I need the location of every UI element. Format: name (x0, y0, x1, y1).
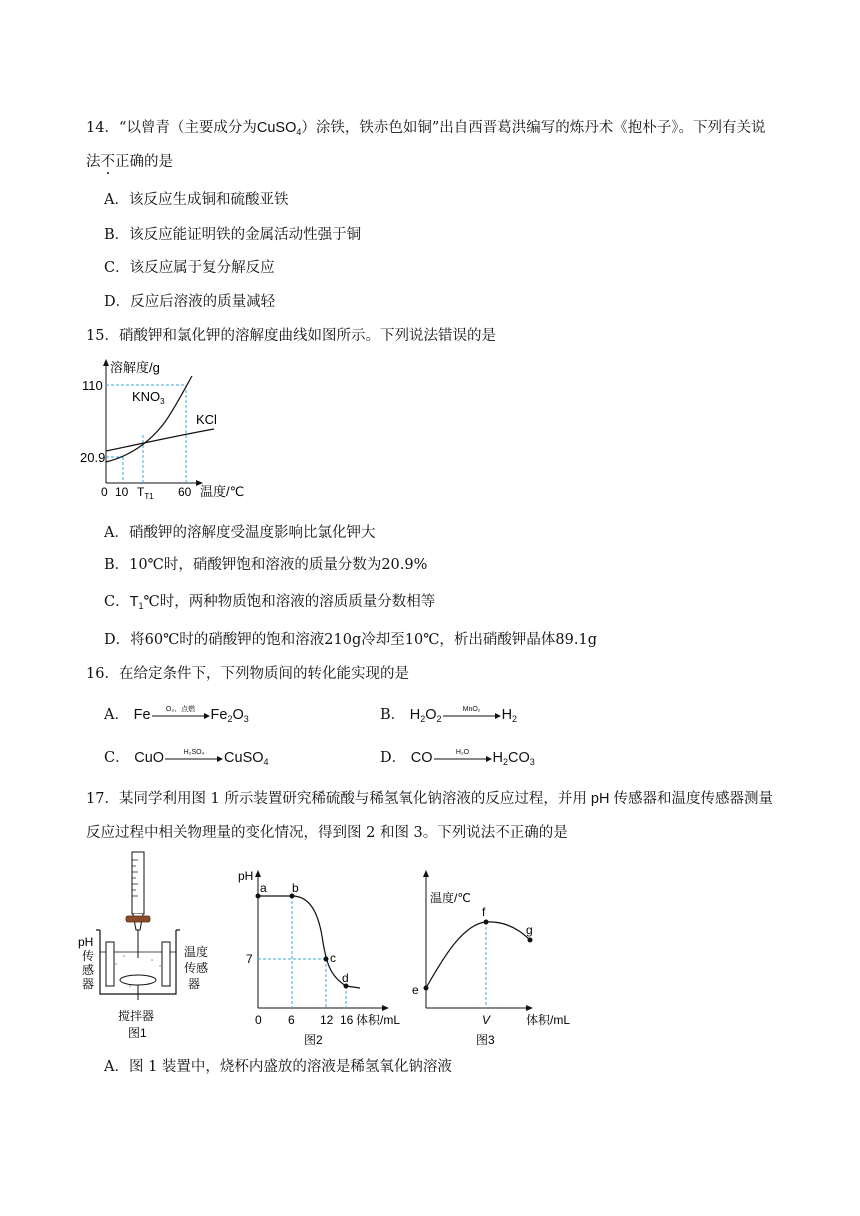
q15-option-d[interactable]: D．将60℃时的硝酸钾的饱和溶液210g冷却至10℃，析出硝酸钾晶体89.1g (104, 632, 597, 648)
q16-stem: 16．在给定条件下，下列物质间的转化能实现的是 (86, 666, 409, 682)
point-c: c (330, 951, 336, 965)
ph-label-2: 传 (82, 949, 95, 963)
t1-symbol: $T_1$ (129, 594, 144, 611)
q14-option-d[interactable]: D．反应后溶液的质量减轻 (104, 294, 276, 310)
ph-sensor (106, 942, 114, 986)
solubility-chart (80, 350, 250, 500)
y-axis-label: 溶解度/g (110, 360, 160, 375)
ph-label-1: pH (78, 935, 94, 949)
reaction-arrow: O₂、点燃 (152, 709, 210, 721)
reaction-arrow: H₂O (434, 752, 492, 764)
temp-label-3: 器 (188, 977, 201, 991)
temp-label-2: 传感 (184, 961, 209, 975)
figure-2-ph-curve (236, 858, 406, 1048)
y-axis-label: pH (238, 869, 254, 883)
y-tick-20-9: 20.9 (80, 450, 106, 465)
q14-stem-part: 14．“以曾青（主要成分为 (86, 120, 257, 136)
reaction-arrow: MnO₂ (443, 709, 501, 721)
figure-1-caption: 图1 (128, 1026, 147, 1040)
x-tick-0: 0 (101, 485, 108, 499)
y-axis-arrow (103, 359, 109, 366)
q16-option-c[interactable]: C． CuO H₂SO₄ CuSO$_4$ (104, 749, 269, 767)
q15-option-c[interactable]: C．$T_1℃$时，两种物质饱和溶液的溶质质量分数相等 (104, 594, 436, 611)
x-tick-16: 16 (340, 1013, 354, 1027)
curve-points (424, 920, 533, 991)
x-tick-6: 6 (288, 1013, 295, 1027)
point-e: e (412, 983, 419, 997)
q14-stem-part: ）涂铁，铁赤色如铜”出自西晋葛洪编写的炼丹术《抱朴子》。下列有关说 (301, 120, 766, 136)
x-tick-10: 10 (115, 485, 129, 499)
q16-option-b[interactable]: B． $H_2O_2$ MnO₂ $H_2$ (380, 706, 518, 724)
stirrer (120, 975, 156, 985)
figure-3-temp-curve (408, 858, 588, 1048)
x-tick-60: 60 (178, 485, 192, 499)
ph-label-3: 感 (82, 963, 95, 977)
figure-1-apparatus (78, 848, 228, 1048)
q17-option-a[interactable]: A．图 1 装置中，烧杯内盛放的溶液是稀氢氧化钠溶液 (104, 1059, 452, 1075)
y-tick-7: 7 (246, 952, 253, 966)
x-axis-label: 温度/℃ (200, 484, 245, 499)
ph-label-4: 器 (82, 977, 95, 991)
q15-option-a[interactable]: A．硝酸钾的溶解度受温度影响比氯化钾大 (104, 525, 376, 541)
figure-2-caption: 图2 (304, 1033, 323, 1047)
legend-kcl: KCl (196, 412, 217, 427)
q15-stem: 15．硝酸钾和氯化钾的溶解度曲线如图所示。下列说法错误的是 (86, 328, 496, 344)
q16-option-d[interactable]: D． CO H₂O $H_2CO_3$ (380, 749, 535, 767)
q14-stem-line2: 法不正确的是 (86, 154, 173, 170)
kcl-curve (106, 429, 214, 451)
stopcock (126, 916, 150, 922)
q14-stem-line1 (86, 118, 766, 142)
temp-sensor (162, 942, 170, 986)
x-axis-label: 体积/mL (356, 1013, 401, 1027)
curve-points (256, 894, 349, 989)
x-axis-label: 体积/mL (526, 1013, 571, 1027)
solution-dots (105, 955, 171, 987)
stirrer-label: 搅拌器 (118, 1009, 155, 1023)
q15-option-b[interactable]: B．10℃时，硝酸钾饱和溶液的质量分数为20.9% (104, 557, 428, 573)
point-d: d (342, 971, 349, 985)
legend-kno3: $KNO_3$ (132, 389, 165, 406)
y-axis-label: 温度/℃ (430, 891, 471, 905)
burette (132, 852, 144, 914)
point-b: b (292, 881, 299, 895)
point-f: f (482, 905, 486, 919)
q14-option-a[interactable]: A．该反应生成铜和硫酸亚铁 (104, 192, 289, 208)
x-tick-t1: $T_{T1}$ (137, 485, 154, 500)
q17-stem-line2: 反应过程中相关物理量的变化情况，得到图 2 和图 3。下列说法不正确的是 (86, 825, 568, 841)
cuso4-formula: CuSO$_4$ (256, 120, 302, 137)
q14-option-c[interactable]: C．该反应属于复分解反应 (104, 260, 275, 276)
temp-curve (426, 922, 530, 988)
x-tick-0: 0 (255, 1013, 262, 1027)
temp-label-1: 温度 (184, 945, 209, 959)
q14-option-b[interactable]: B．该反应能证明铁的金属活动性强于铜 (104, 227, 362, 243)
point-a: a (260, 881, 267, 895)
point-g: g (526, 923, 533, 937)
reaction-arrow: H₂SO₄ (165, 752, 223, 764)
x-tick-v: V (482, 1013, 491, 1027)
x-tick-12: 12 (320, 1013, 334, 1027)
figure-3-caption: 图3 (476, 1033, 495, 1047)
q17-stem-line1: 17．某同学利用图 1 所示装置研究稀硫酸与稀氢氧化钠溶液的反应过程，并用 pH 传感器和温度传感器测量 (86, 791, 773, 807)
emphasis-mark: 不 (100, 154, 115, 170)
y-tick-110: 110 (82, 378, 103, 393)
q16-option-a[interactable]: A． Fe O₂、点燃 $Fe_2O_3$ (104, 706, 249, 724)
